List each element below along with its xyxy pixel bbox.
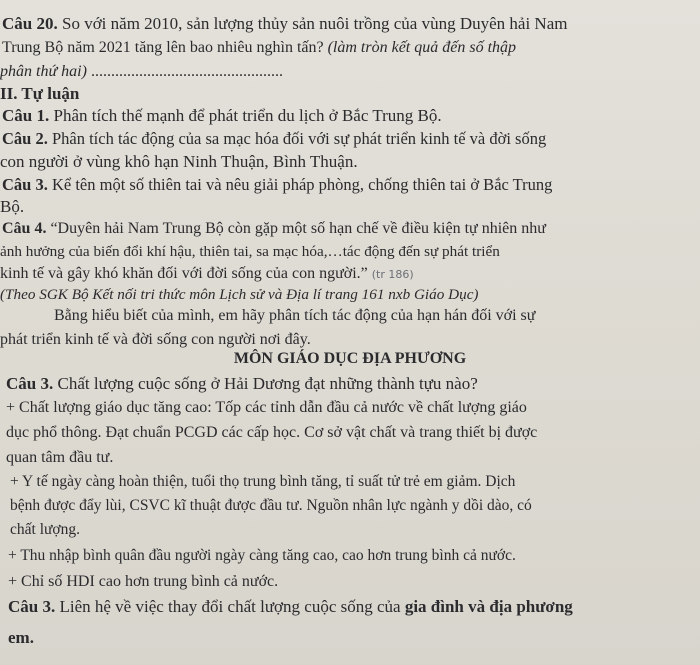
answer-2-line-2: bệnh được đẩy lùi, CSVC kĩ thuật được đầu tư. Nguồn nhân lực ngành y dồi dào, có bbox=[10, 497, 532, 514]
essay-q2-text-1: Phân tích tác động của sa mạc hóa đối với sự phát triển kinh tế và đời sống bbox=[51, 129, 547, 148]
essay-q2-line-1 bbox=[2, 129, 546, 149]
local-section-title: MÔN GIÁO DỤC ĐỊA PHƯƠNG bbox=[233, 350, 467, 367]
essay-q3-line-2: Bộ. bbox=[0, 197, 25, 216]
q20-text-2: Trung Bộ năm 2021 tăng lên bao nhiêu nghìn tấn? bbox=[2, 39, 324, 56]
local-q3-text: Chất lượng cuộc sống ở Hải Dương đạt những thành tựu nào? bbox=[57, 374, 478, 393]
q20-answer-blank: ................................................ bbox=[90, 63, 283, 80]
q20-label: Câu 20. bbox=[2, 14, 58, 33]
local-q3 bbox=[6, 374, 478, 394]
local-q3-label: Câu 3. bbox=[6, 374, 54, 393]
essay-q1-text: Phân tích thế mạnh để phát triển du lịch ở Bắc Trung Bộ. bbox=[53, 106, 442, 125]
local-q3b-label: Câu 3. bbox=[8, 597, 56, 616]
essay-q4-line-2: ảnh hưởng của biến đổi khí hậu, thiên tai, sa mạc hóa,…tác động đến sự phát triển bbox=[0, 243, 500, 260]
local-q3b-line-1 bbox=[8, 597, 573, 617]
essay-q1 bbox=[2, 106, 442, 126]
q20-line-3 bbox=[0, 62, 283, 82]
essay-q3-label: Câu 3. bbox=[2, 175, 48, 194]
section-title-essay: II. Tự luận bbox=[0, 84, 80, 103]
local-q3b-text-bold: gia đình và địa phương bbox=[404, 597, 573, 616]
answer-1-line-2: dục phổ thông. Đạt chuẩn PCGD các cấp học. Cơ sở vật chất và trang thiết bị được bbox=[6, 424, 538, 441]
essay-q4-text-3: kinh tế và gây khó khăn đối với đời sống của con người.” bbox=[0, 265, 368, 282]
answer-1-line-3: quan tâm đầu tư. bbox=[6, 449, 114, 466]
essay-q4-task-1: Bằng hiểu biết của mình, em hãy phân tích tác động của hạn hán đối với sự bbox=[54, 307, 536, 324]
essay-q4-line-3 bbox=[0, 264, 414, 285]
essay-q4-label: Câu 4. bbox=[2, 220, 47, 237]
q20-hint: (làm tròn kết quả đến số thập bbox=[327, 39, 517, 56]
essay-q2-label: Câu 2. bbox=[2, 129, 48, 148]
answer-1-line-1: + Chất lượng giáo dục tăng cao: Tốp các tỉnh dẫn đầu cả nước về chất lượng giáo bbox=[6, 399, 527, 416]
essay-q2-line-2: con người ở vùng khô hạn Ninh Thuận, Bình Thuận. bbox=[0, 152, 358, 171]
essay-q3-text-1: Kể tên một số thiên tai và nêu giải pháp phòng, chống thiên tai ở Bắc Trung bbox=[51, 175, 553, 194]
q20-line-1 bbox=[2, 14, 567, 34]
essay-q4-task-2: phát triển kinh tế và đời sống con người nơi đây. bbox=[0, 331, 311, 348]
handwritten-note: (tr 186) bbox=[371, 268, 414, 281]
essay-q4-source: (Theo SGK Bộ Kết nối tri thức môn Lịch sử và Địa lí trang 161 nxb Giáo Dục) bbox=[0, 286, 479, 303]
answer-2-line-3: chất lượng. bbox=[10, 521, 80, 538]
local-q3b-text: Liên hệ về việc thay đổi chất lượng cuộc sống của bbox=[59, 597, 401, 616]
answer-2-line-1: + Y tế ngày càng hoàn thiện, tuổi thọ trung bình tăng, tỉ suất tử trẻ em giảm. Dịch bbox=[10, 473, 516, 490]
answer-3: + Thu nhập bình quân đầu người ngày càng tăng cao, cao hơn trung bình cả nước. bbox=[8, 547, 516, 564]
q20-text-1: So với năm 2010, sản lượng thủy sản nuôi trồng của vùng Duyên hải Nam bbox=[61, 14, 568, 33]
essay-q3-line-1 bbox=[2, 175, 552, 195]
q20-hint-end: phân thứ hai) bbox=[0, 63, 87, 80]
local-q3b-line-2: em. bbox=[8, 628, 34, 647]
essay-q4-text-1: “Duyên hải Nam Trung Bộ còn gặp một số hạn chế về điều kiện tự nhiên như bbox=[50, 220, 546, 237]
essay-q1-label: Câu 1. bbox=[2, 106, 50, 125]
q20-line-2 bbox=[2, 38, 516, 58]
answer-4: + Chỉ số HDI cao hơn trung bình cả nước. bbox=[8, 573, 279, 590]
essay-q4-line-1 bbox=[2, 219, 546, 239]
